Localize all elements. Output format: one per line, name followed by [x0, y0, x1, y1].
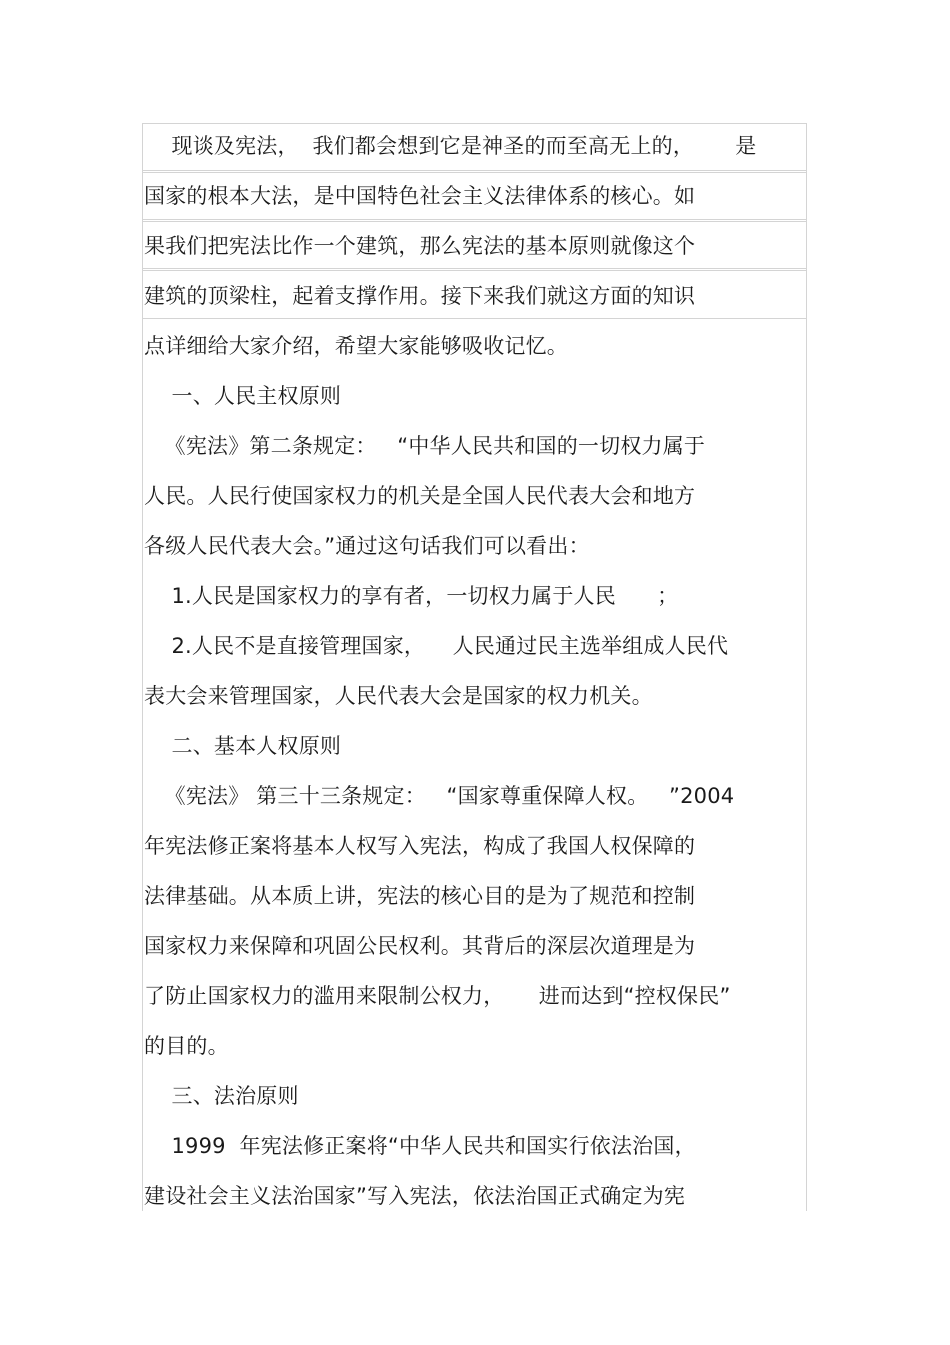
paragraph-line: 点详细给大家介绍，希望大家能够吸收记忆。 — [144, 334, 568, 358]
paragraph-line: 《宪法》第二条规定： “中华人民共和国的一切权力属于 — [144, 434, 706, 458]
row-divider-rule — [142, 268, 807, 271]
list-item: 2.人民不是直接管理国家， 人民通过民主选举组成人民代 — [144, 634, 729, 658]
paragraph-line: 表大会来管理国家，人民代表大会是国家的权力机关。 — [144, 684, 653, 708]
section-heading: 三、法治原则 — [144, 1084, 299, 1108]
paragraph-line: 国家权力来保障和巩固公民权利。其背后的深层次道理是为 — [144, 934, 696, 958]
paragraph-line: 各级人民代表大会。”通过这句话我们可以看出： — [144, 534, 590, 558]
paragraph-line: 国家的根本大法，是中国特色社会主义法律体系的核心。如 — [144, 184, 696, 208]
right-border-rule — [806, 123, 807, 1211]
paragraph-line: 年宪法修正案将基本人权写入宪法，构成了我国人权保障的 — [144, 834, 696, 858]
section-heading: 一、人民主权原则 — [144, 384, 342, 408]
paragraph-line: 法律基础。从本质上讲，宪法的核心目的是为了规范和控制 — [144, 884, 696, 908]
left-border-rule — [142, 123, 143, 1211]
paragraph-line: 现谈及宪法， 我们都会想到它是神圣的而至高无上的， 是 — [144, 134, 757, 158]
list-item: 1.人民是国家权力的享有者，一切权力属于人民 ； — [144, 584, 679, 608]
paragraph-line: 的目的。 — [144, 1034, 229, 1058]
row-divider-rule — [142, 219, 807, 222]
section-heading: 二、基本人权原则 — [144, 734, 342, 758]
paragraph-line: 果我们把宪法比作一个建筑，那么宪法的基本原则就像这个 — [144, 234, 696, 258]
row-divider-rule — [142, 170, 807, 173]
top-border-rule — [142, 123, 807, 124]
paragraph-line: 建设社会主义法治国家”写入宪法，依法治国正式确定为宪 — [144, 1184, 686, 1208]
paragraph-line: 人民。人民行使国家权力的机关是全国人民代表大会和地方 — [144, 484, 696, 508]
paragraph-line: 建筑的顶梁柱，起着支撑作用。接下来我们就这方面的知识 — [144, 284, 696, 308]
paragraph-line: 1999 年宪法修正案将“中华人民共和国实行依法治国， — [144, 1134, 696, 1158]
paragraph-line: 《宪法》 第三十三条规定： “国家尊重保障人权。 ”2004 — [144, 784, 735, 808]
row-divider-rule — [142, 318, 807, 319]
paragraph-line: 了防止国家权力的滥用来限制公权力， 进而达到“控权保民” — [144, 984, 731, 1008]
